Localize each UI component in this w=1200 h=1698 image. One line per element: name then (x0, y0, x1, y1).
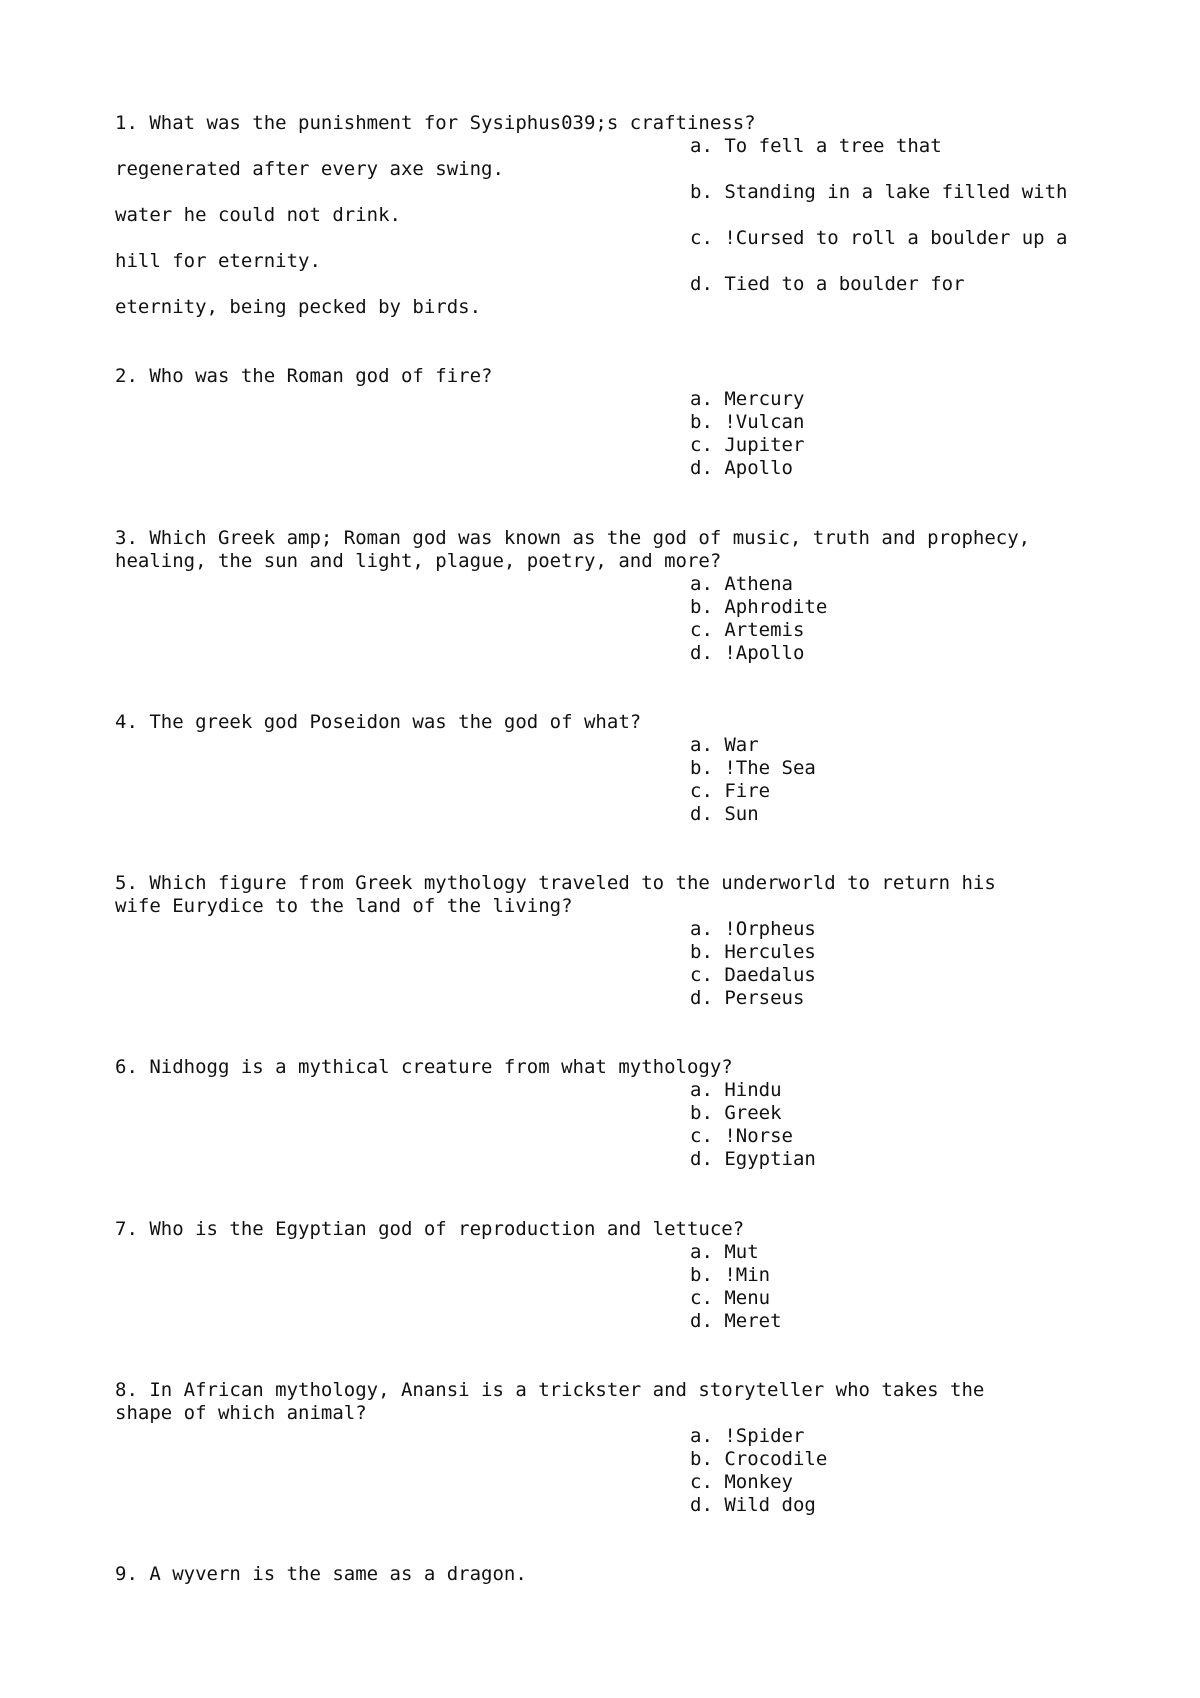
option-a: a. !Orpheus (690, 918, 816, 940)
question-text: 3. Which Greek amp; Roman god was known as the god of music, truth and prophecy, (115, 527, 1031, 549)
option-d: d. Wild dog (690, 1494, 816, 1516)
option-a: a. Mut (690, 1241, 759, 1263)
question-text: 8. In African mythology, Anansi is a trickster and storyteller who takes the (115, 1379, 985, 1401)
question-text: 2. Who was the Roman god of fire? (115, 365, 493, 387)
question-text: 7. Who is the Egyptian god of reproduction and lettuce? (115, 1218, 745, 1240)
option-d: d. Apollo (690, 457, 793, 479)
option-a: a. Athena (690, 573, 793, 595)
question-text: 4. The greek god Poseidon was the god of what? (115, 711, 642, 733)
option-a: a. To fell a tree that (690, 135, 942, 157)
option-d-continued: eternity, being pecked by birds. (115, 296, 482, 318)
option-b: b. !The Sea (690, 757, 816, 779)
option-b: b. Hercules (690, 941, 816, 963)
option-a-continued: regenerated after every axe swing. (115, 158, 504, 180)
question-text: 6. Nidhogg is a mythical creature from what mythology? (115, 1056, 733, 1078)
option-b-continued: water he could not drink. (115, 204, 401, 226)
option-c: c. Fire (690, 780, 771, 802)
option-d: d. !Apollo (690, 642, 805, 664)
option-a: a. War (690, 734, 759, 756)
option-d: d. Perseus (690, 987, 805, 1009)
option-d: d. Tied to a boulder for (690, 273, 965, 295)
option-d: d. Meret (690, 1310, 782, 1332)
question-text-continued: wife Eurydice to the land of the living? (115, 895, 573, 917)
option-c: c. !Cursed to roll a boulder up a (690, 227, 1068, 249)
option-b: b. !Vulcan (690, 411, 805, 433)
question-text: 5. Which figure from Greek mythology traveled to the underworld to return his (115, 872, 996, 894)
option-b: b. Crocodile (690, 1448, 828, 1470)
question-text: 9. A wyvern is the same as a dragon. (115, 1563, 527, 1585)
option-c: c. !Norse (690, 1125, 793, 1147)
option-d: d. Egyptian (690, 1148, 816, 1170)
option-c: c. Monkey (690, 1471, 793, 1493)
option-b: b. Greek (690, 1102, 782, 1124)
question-text-continued: shape of which animal? (115, 1402, 367, 1424)
option-b: b. !Min (690, 1264, 771, 1286)
option-a: a. !Spider (690, 1425, 805, 1447)
question-text: 1. What was the punishment for Sysiphus039;s craftiness? (115, 112, 756, 134)
question-text-continued: healing, the sun and light, plague, poetry, and more? (115, 550, 722, 572)
option-c: c. Artemis (690, 619, 805, 641)
option-b: b. Aphrodite (690, 596, 828, 618)
option-c-continued: hill for eternity. (115, 250, 321, 272)
option-c: c. Menu (690, 1287, 771, 1309)
option-b: b. Standing in a lake filled with (690, 181, 1068, 203)
option-c: c. Daedalus (690, 964, 816, 986)
option-c: c. Jupiter (690, 434, 805, 456)
option-a: a. Mercury (690, 388, 805, 410)
option-a: a. Hindu (690, 1079, 782, 1101)
option-d: d. Sun (690, 803, 759, 825)
